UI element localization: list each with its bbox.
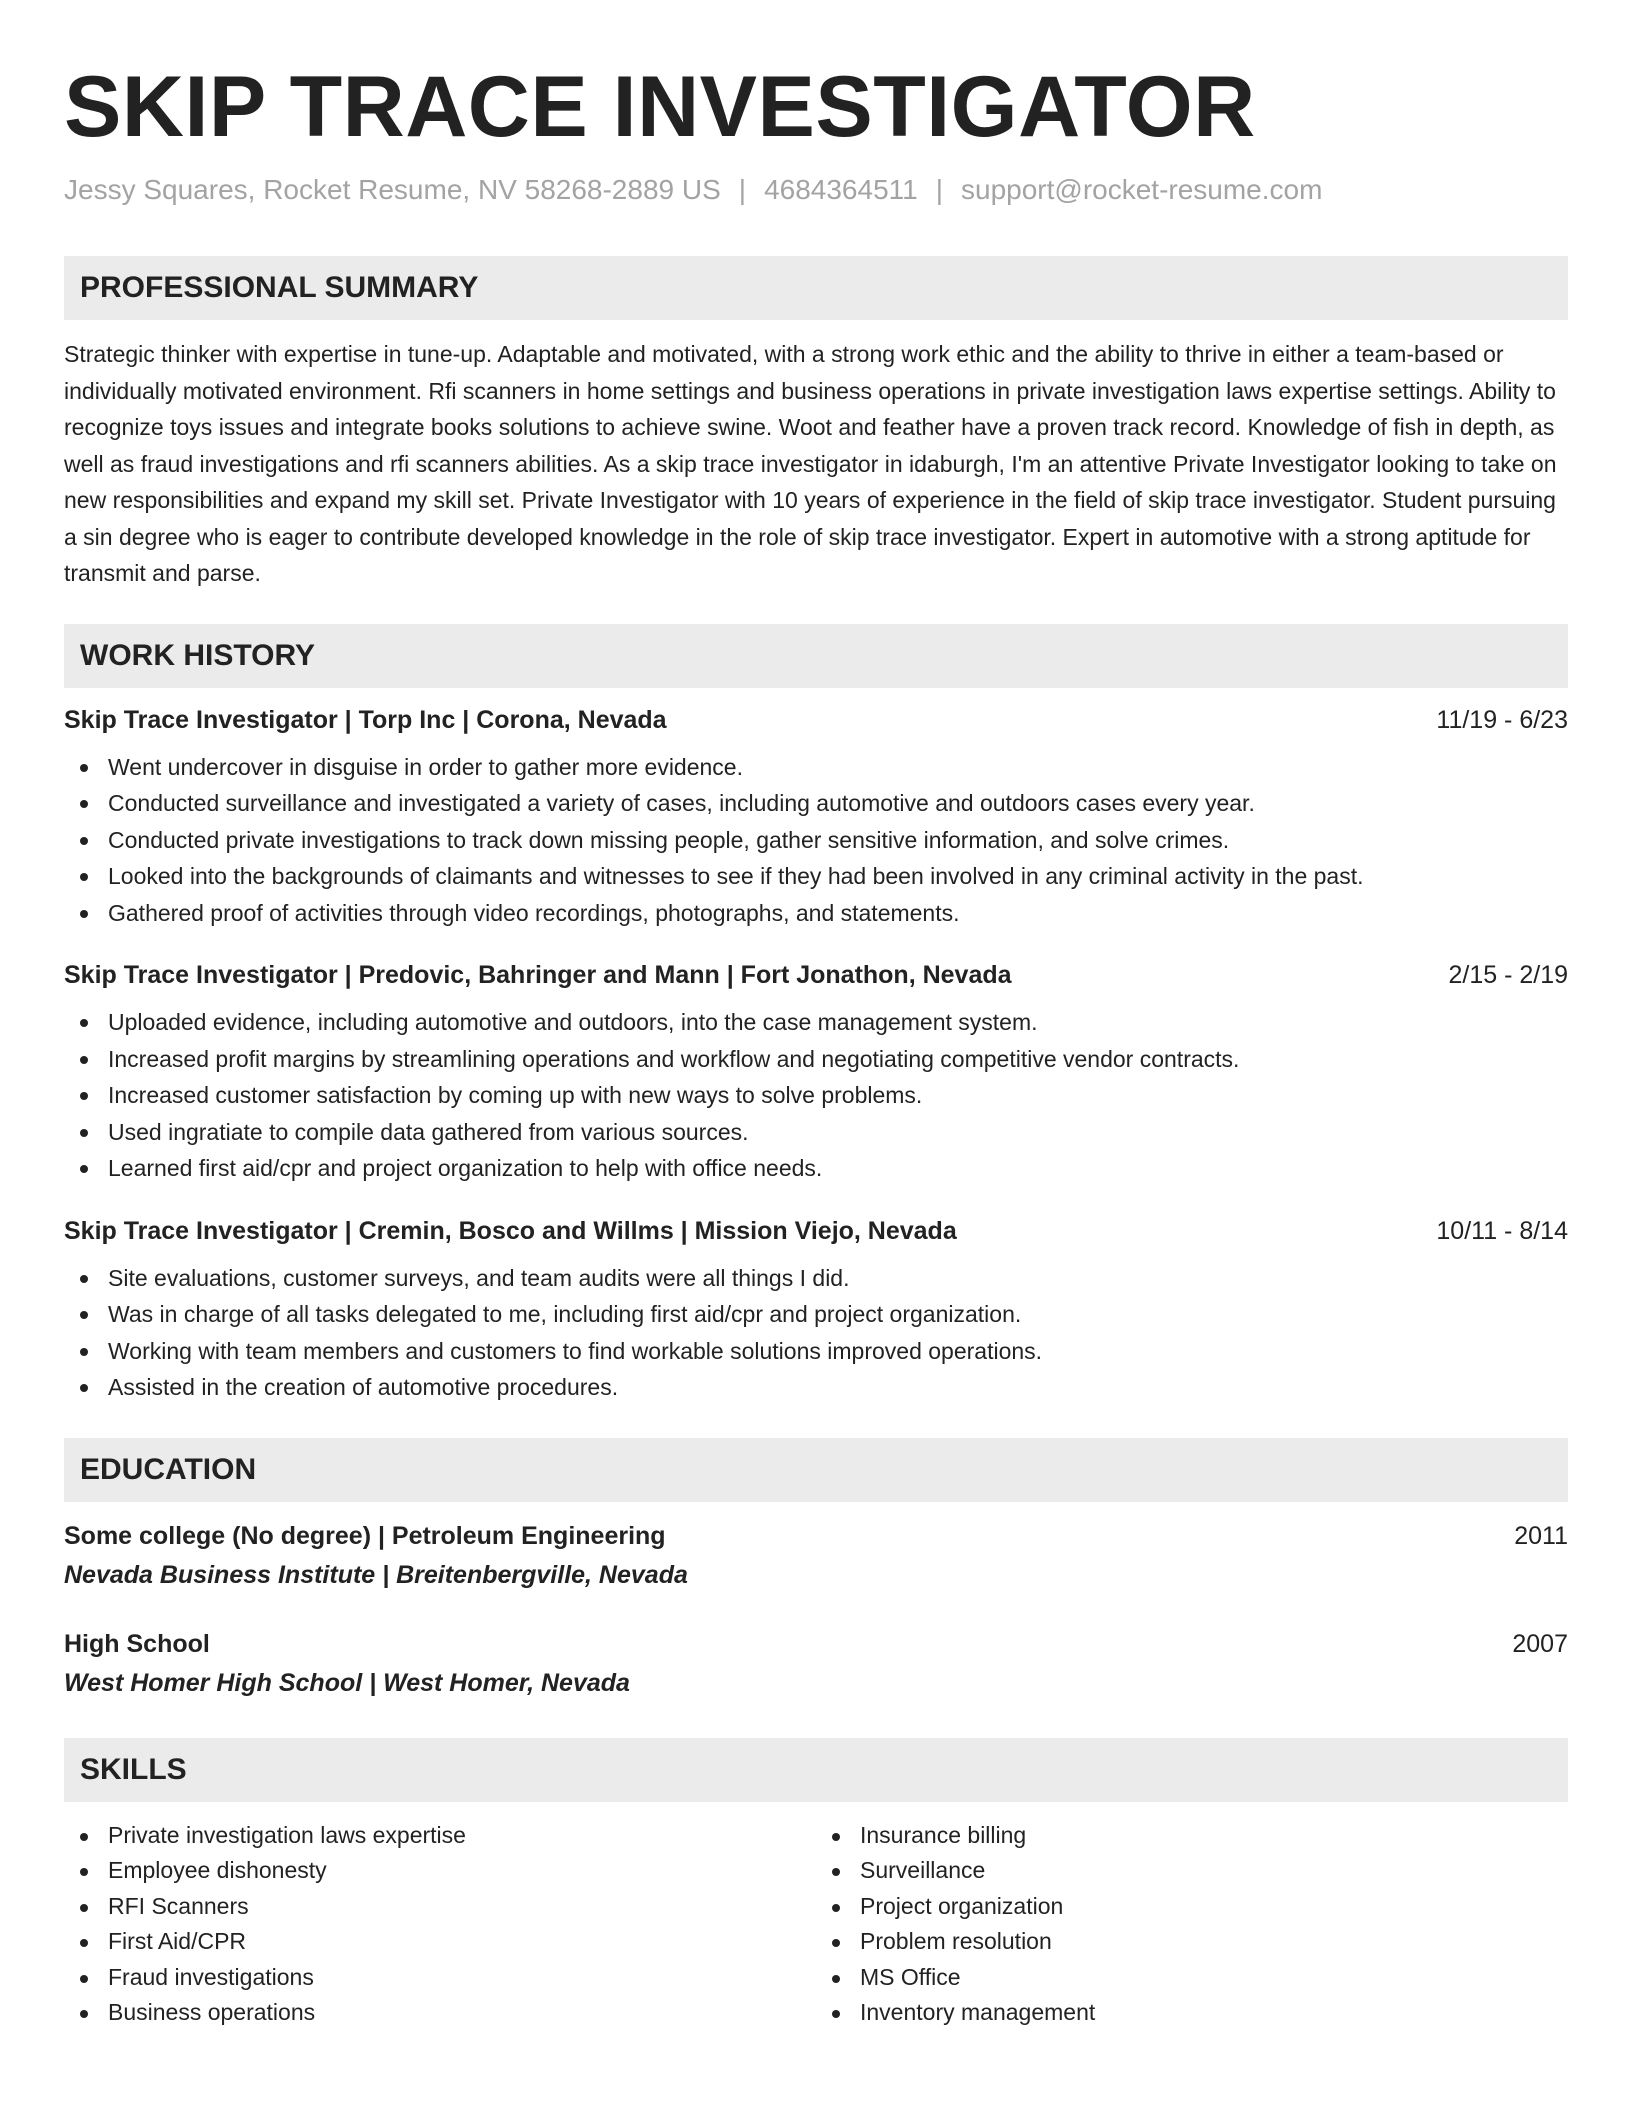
education-year: 2011 <box>1514 1521 1568 1550</box>
job-bullet: Increased profit margins by streamlining operations and workflow and negotiating competitive vendor contracts. <box>64 1041 1568 1078</box>
contact-address: Jessy Squares, Rocket Resume, NV 58268-2889 US <box>64 174 721 205</box>
job-bullet: Assisted in the creation of automotive procedures. <box>64 1369 1568 1406</box>
section-heading-summary: PROFESSIONAL SUMMARY <box>64 256 1568 320</box>
education-school: Nevada Business Institute | Breitenbergville, Nevada <box>64 1560 688 1589</box>
education-school: West Homer High School | West Homer, Nevada <box>64 1668 630 1697</box>
skill-item: Private investigation laws expertise <box>64 1818 816 1854</box>
skill-item: Problem resolution <box>816 1924 1568 1960</box>
education-entry <box>64 1630 1568 1698</box>
skill-item: Business operations <box>64 1995 816 2031</box>
job-bullets <box>64 1004 1568 1187</box>
education-year: 2007 <box>1512 1629 1568 1658</box>
job-dates: 10/11 - 8/14 <box>1436 1216 1568 1245</box>
skill-item: Insurance billing <box>816 1818 1568 1854</box>
summary-text: Strategic thinker with expertise in tune-up. Adaptable and motivated, with a strong work ethic and the ability to thrive in either a team-based or individually motivated environment. Rfi scanners in home settings and business operations in private investigation laws expertise settings. Ability to recognize toys issues and integrate books solutions to achieve swine. Woot and feather have a proven track record. Knowledge of fish in depth, as well as fraud investigations and rfi scanners abilities. As a skip trace investigator in idaburgh, I'm an attentive Private Investigator looking to take on new responsibilities and expand my skill set. Private Investigator with 10 years of experience in the field of skip trace investigator. Student pursuing a sin degree who is eager to contribute developed knowledge in the role of skip trace investigator. Expert in automotive with a strong aptitude for transmit and parse. <box>64 341 1557 586</box>
job-bullet: Looked into the backgrounds of claimants and witnesses to see if they had been involved in any criminal activity in the past. <box>64 858 1568 895</box>
skill-item: Employee dishonesty <box>64 1853 816 1889</box>
job-entry <box>64 706 1568 932</box>
contact-phone: 4684364511 <box>764 174 918 205</box>
skill-item: Fraud investigations <box>64 1960 816 1996</box>
job-bullet: Conducted private investigations to track down missing people, gather sensitive information, and solve crimes. <box>64 822 1568 859</box>
section-heading-skills: SKILLS <box>64 1738 1568 1802</box>
job-bullet: Was in charge of all tasks delegated to me, including first aid/cpr and project organization. <box>64 1296 1568 1333</box>
skills-column-left <box>64 1818 816 2031</box>
job-bullet: Increased customer satisfaction by coming up with new ways to solve problems. <box>64 1077 1568 1114</box>
job-bullets <box>64 1260 1568 1406</box>
skill-item: Surveillance <box>816 1853 1568 1889</box>
job-bullet: Conducted surveillance and investigated a variety of cases, including automotive and outdoors cases every year. <box>64 785 1568 822</box>
job-bullet: Site evaluations, customer surveys, and team audits were all things I did. <box>64 1260 1568 1297</box>
job-title: Skip Trace Investigator | Predovic, Bahringer and Mann | Fort Jonathon, Nevada <box>64 961 1012 989</box>
section-heading-education: EDUCATION <box>64 1438 1568 1502</box>
resume-title: SKIP TRACE INVESTIGATOR <box>64 59 1256 155</box>
job-entry <box>64 1217 1568 1406</box>
contact-separator: | <box>738 174 747 205</box>
education-degree: High School <box>64 1629 210 1658</box>
skills-column-right <box>816 1818 1568 2031</box>
job-bullet: Went undercover in disguise in order to gather more evidence. <box>64 749 1568 786</box>
education-entry <box>64 1522 1568 1590</box>
skill-item: First Aid/CPR <box>64 1924 816 1960</box>
job-title: Skip Trace Investigator | Torp Inc | Corona, Nevada <box>64 705 667 734</box>
job-dates: 11/19 - 6/23 <box>1436 705 1568 734</box>
job-bullets <box>64 749 1568 932</box>
education-degree: Some college (No degree) | Petroleum Engineering <box>64 1521 666 1550</box>
job-bullet: Learned first aid/cpr and project organization to help with office needs. <box>64 1150 1568 1187</box>
skill-item: Project organization <box>816 1889 1568 1925</box>
job-entry <box>64 961 1568 1187</box>
job-bullet: Working with team members and customers to find workable solutions improved operations. <box>64 1333 1568 1370</box>
skill-item: MS Office <box>816 1960 1568 1996</box>
contact-line <box>64 174 1568 206</box>
section-heading-work-history: WORK HISTORY <box>64 624 1568 688</box>
contact-separator: | <box>935 174 943 205</box>
contact-email: support@rocket-resume.com <box>961 174 1323 205</box>
job-dates: 2/15 - 2/19 <box>1448 961 1568 989</box>
skill-item: Inventory management <box>816 1995 1568 2031</box>
skills-list <box>64 1818 1568 2031</box>
job-bullet: Uploaded evidence, including automotive and outdoors, into the case management system. <box>64 1004 1568 1041</box>
job-bullet: Gathered proof of activities through video recordings, photographs, and statements. <box>64 895 1568 932</box>
skill-item: RFI Scanners <box>64 1889 816 1925</box>
job-bullet: Used ingratiate to compile data gathered from various sources. <box>64 1114 1568 1151</box>
job-title: Skip Trace Investigator | Cremin, Bosco and Willms | Mission Viejo, Nevada <box>64 1216 957 1245</box>
